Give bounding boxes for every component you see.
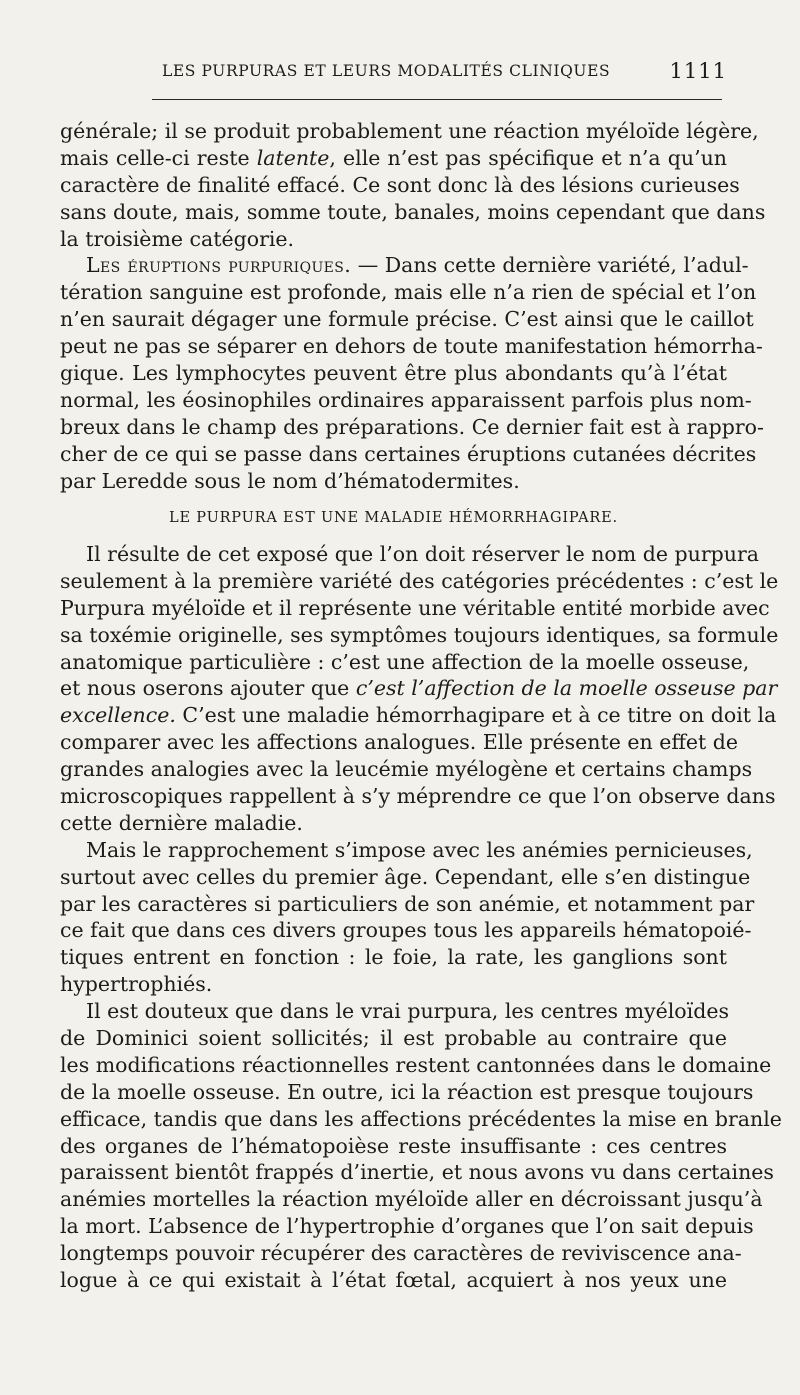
text-line: la troisième catégorie. [60, 226, 295, 251]
running-title: LES PURPURAS ET LEURS MODALITÉS CLINIQUES [162, 62, 611, 80]
text-line: tiques entrent en fonction : le foie, la rate, les ganglions sont [60, 945, 727, 970]
text-line: Il est douteux que dans le vrai purpura, les centres myéloïdes [86, 999, 729, 1024]
text-line: la mort. L’absence de l’hypertrophie d’organes que l’on sait depuis [60, 1214, 754, 1239]
text-line: n’en saurait dégager une formule précise. C’est ainsi que le caillot [60, 307, 754, 332]
header-rule [152, 99, 722, 100]
text-line: cette dernière maladie. [60, 810, 303, 835]
text-line: seulement à la première variété des catégories précédentes : c’est le [60, 568, 779, 593]
text-line [60, 252, 749, 279]
text-line: hypertrophiés. [60, 972, 213, 997]
text-line: caractère de finalité effacé. Ce sont donc là des lésions curieuses [60, 172, 740, 197]
text-line: les modifications réactionnelles restent cantonnées dans le domaine [60, 1052, 772, 1077]
text-line-rest: — Dans cette dernière variété, l’adul- [357, 253, 749, 278]
paragraph-anemies [60, 837, 755, 998]
text-line: ce fait que dans ces divers groupes tous les appareils hématopoié- [60, 918, 752, 943]
text-line: par les caractères si particuliers de son anémie, et notamment par [60, 891, 755, 916]
text-line: sans doute, mais, somme toute, banales, moins cependant que dans [60, 199, 766, 224]
italic-phrase: c’est l’affection de la moelle osseuse par [355, 676, 778, 701]
section-heading: LE PURPURA EST UNE MALADIE HÉMORRHAGIPARE. [169, 510, 618, 526]
text-line: mais celle-ci reste latente, elle n’est pas spécifique et n’a qu’un [60, 145, 727, 170]
paragraph-purpura-myeloide [60, 541, 779, 837]
italic-phrase: excellence. [60, 703, 176, 728]
text-line: efficace, tandis que dans les affections précédentes la mise en branle [60, 1106, 782, 1131]
text-line: peut ne pas se séparer en dehors de toute manifestation hémorrha- [60, 334, 763, 359]
text-line: longtemps pouvoir récupérer des caractères de reviviscence ana- [60, 1241, 742, 1266]
paragraph-eruptions [60, 252, 764, 494]
text-line: cher de ce qui se passe dans certaines éruptions cutanées décrites [60, 441, 757, 466]
text-line: microscopiques rappellent à s’y méprendre ce que l’on observe dans [60, 784, 776, 809]
text-line: de la moelle osseuse. En outre, ici la réaction est presque toujours [60, 1079, 754, 1104]
paragraph-centres-myeloides [60, 998, 782, 1294]
italic-phrase: latente [256, 145, 330, 170]
text-line: anémies mortelles la réaction myéloïde aller en décroissant jusqu’à [60, 1187, 763, 1212]
body-text-upper [60, 118, 766, 494]
text-line: anatomique particulière : c’est une affection de la moelle osseuse, [60, 649, 750, 674]
text-line: générale; il se produit probablement une réaction myéloïde légère, [60, 119, 759, 143]
text-line: Il résulte de cet exposé que l’on doit réserver le nom de purpura [86, 542, 759, 566]
text-line: Purpura myéloïde et il représente une véritable entité morbide avec [60, 595, 770, 620]
text-line: sa toxémie originelle, ses symptômes toujours identiques, sa formule [60, 622, 779, 647]
text-line: comparer avec les affections analogues. Elle présente en effet de [60, 730, 739, 755]
page-number: 1111 [669, 59, 727, 83]
text-line: grandes analogies avec la leucémie myélogène et certains champs [60, 757, 753, 782]
text-line: et nous oserons ajouter que c’est l’affection de la moelle osseuse par [60, 676, 778, 701]
text-line: excellence. C’est une maladie hémorrhagipare et à ce titre on doit la [60, 703, 777, 728]
text-line: gique. Les lymphocytes peuvent être plus abondants qu’à l’état [60, 361, 727, 386]
text-line: paraissent bientôt frappés d’inertie, et nous avons vu dans certaines [60, 1160, 774, 1185]
text-line: des organes de l’hématopoièse reste insuffisante : ces centres [60, 1133, 727, 1158]
text-line: normal, les éosinophiles ordinaires apparaissent parfois plus nom- [60, 387, 752, 412]
text-line: de Dominici soient sollicités; il est probable au contraire que [60, 1026, 727, 1051]
text-line: surtout avec celles du premier âge. Cependant, elle s’en distingue [60, 864, 751, 889]
text-line: logue à ce qui existait à l’état fœtal, acquiert à nos yeux une [60, 1268, 727, 1293]
paragraph-continuation [60, 118, 766, 252]
body-text-lower [60, 541, 782, 1294]
text-line: Mais le rapprochement s’impose avec les anémies pernicieuses, [86, 837, 753, 862]
text-line: breux dans le champ des préparations. Ce dernier fait est à rappro- [60, 414, 764, 439]
text-line: tération sanguine est profonde, mais elle n’a rien de spécial et l’on [60, 280, 757, 305]
text-line: par Leredde sous le nom d’hématodermites. [60, 468, 520, 493]
paragraph-lead-in: Les éruptions purpuriques. [86, 253, 352, 278]
